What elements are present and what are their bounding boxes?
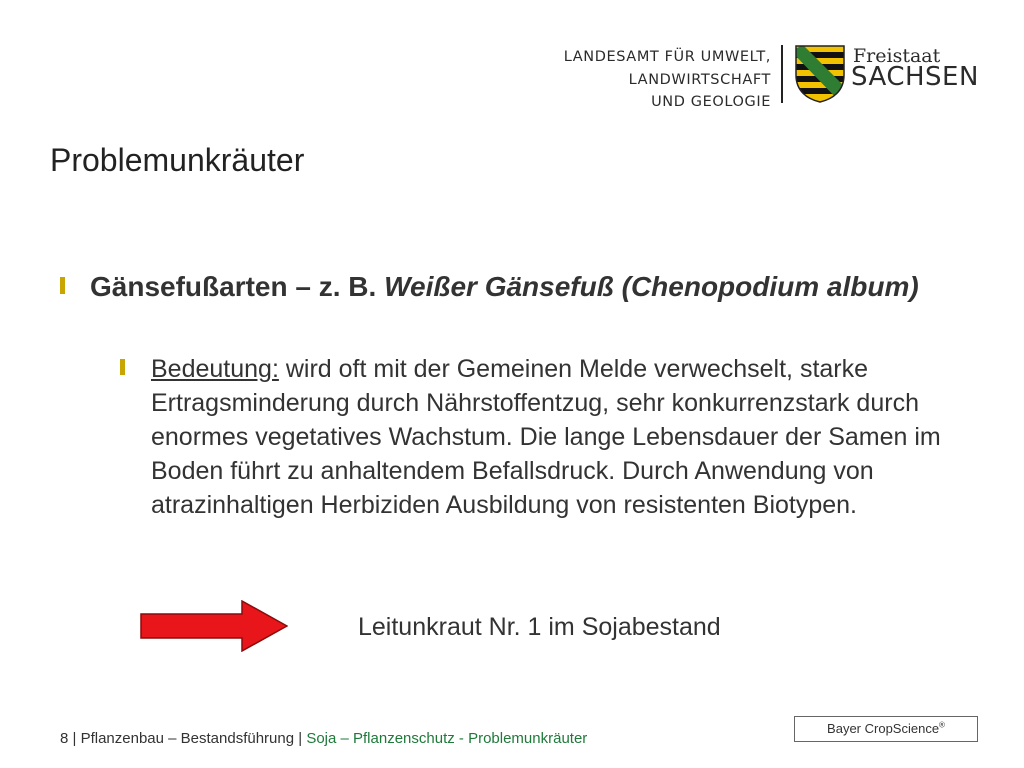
- bullet-2-label: Bedeutung:: [151, 355, 279, 383]
- agency-line-2: LANDWIRTSCHAFT: [628, 71, 771, 88]
- bullet-level-2: [151, 352, 981, 522]
- agency-line-3: UND GEOLOGIE: [651, 94, 771, 110]
- bullet-2-text: wird oft mit der Gemeinen Melde verwechselt, starke Ertragsminderung durch Nährstoffentzug, sehr konkurrenzstark durch enormes vegetatives Wachstum. Die lange Lebensdauer der Samen im Boden führt zu anhaltendem Befallsdruck. Durch Anwendung von atrazinhaltigen Herbiziden Ausbildung von resistenten Biotypen.: [151, 355, 941, 519]
- source-box: [794, 716, 978, 742]
- footer-topic: Soja – Pflanzenschutz - Problemunkräuter: [306, 730, 588, 747]
- page-number: 8: [60, 730, 69, 747]
- source-text: Bayer CropScience: [827, 721, 940, 736]
- bullet-1-italic: Weißer Gänsefuß (Chenopodium album): [384, 271, 919, 302]
- right-arrow-icon: [140, 600, 288, 652]
- bullet-marker: [120, 359, 125, 375]
- conclusion-text: Leitunkraut Nr. 1 im Sojabestand: [358, 613, 721, 641]
- bullet-marker: [60, 277, 65, 294]
- state-name: SACHSEN: [851, 62, 979, 92]
- bullet-1-bold: Gänsefußarten – z. B.: [90, 271, 385, 302]
- registered-mark: ®: [939, 720, 945, 730]
- footer-separator: |: [68, 730, 81, 747]
- agency-line-1: LANDESAMT FÜR UMWELT,: [563, 49, 771, 65]
- footer-section: Pflanzenbau – Bestandsführung: [80, 730, 295, 747]
- saxony-coat-of-arms-icon: [795, 45, 845, 103]
- agency-name: [511, 46, 771, 114]
- slide-title: Problemunkräuter: [50, 142, 305, 178]
- bullet-level-1: [90, 270, 950, 304]
- logo-divider: [781, 45, 783, 103]
- slide-footer: [60, 730, 587, 747]
- state-label: Freistaat: [853, 45, 941, 67]
- footer-separator: |: [294, 730, 307, 747]
